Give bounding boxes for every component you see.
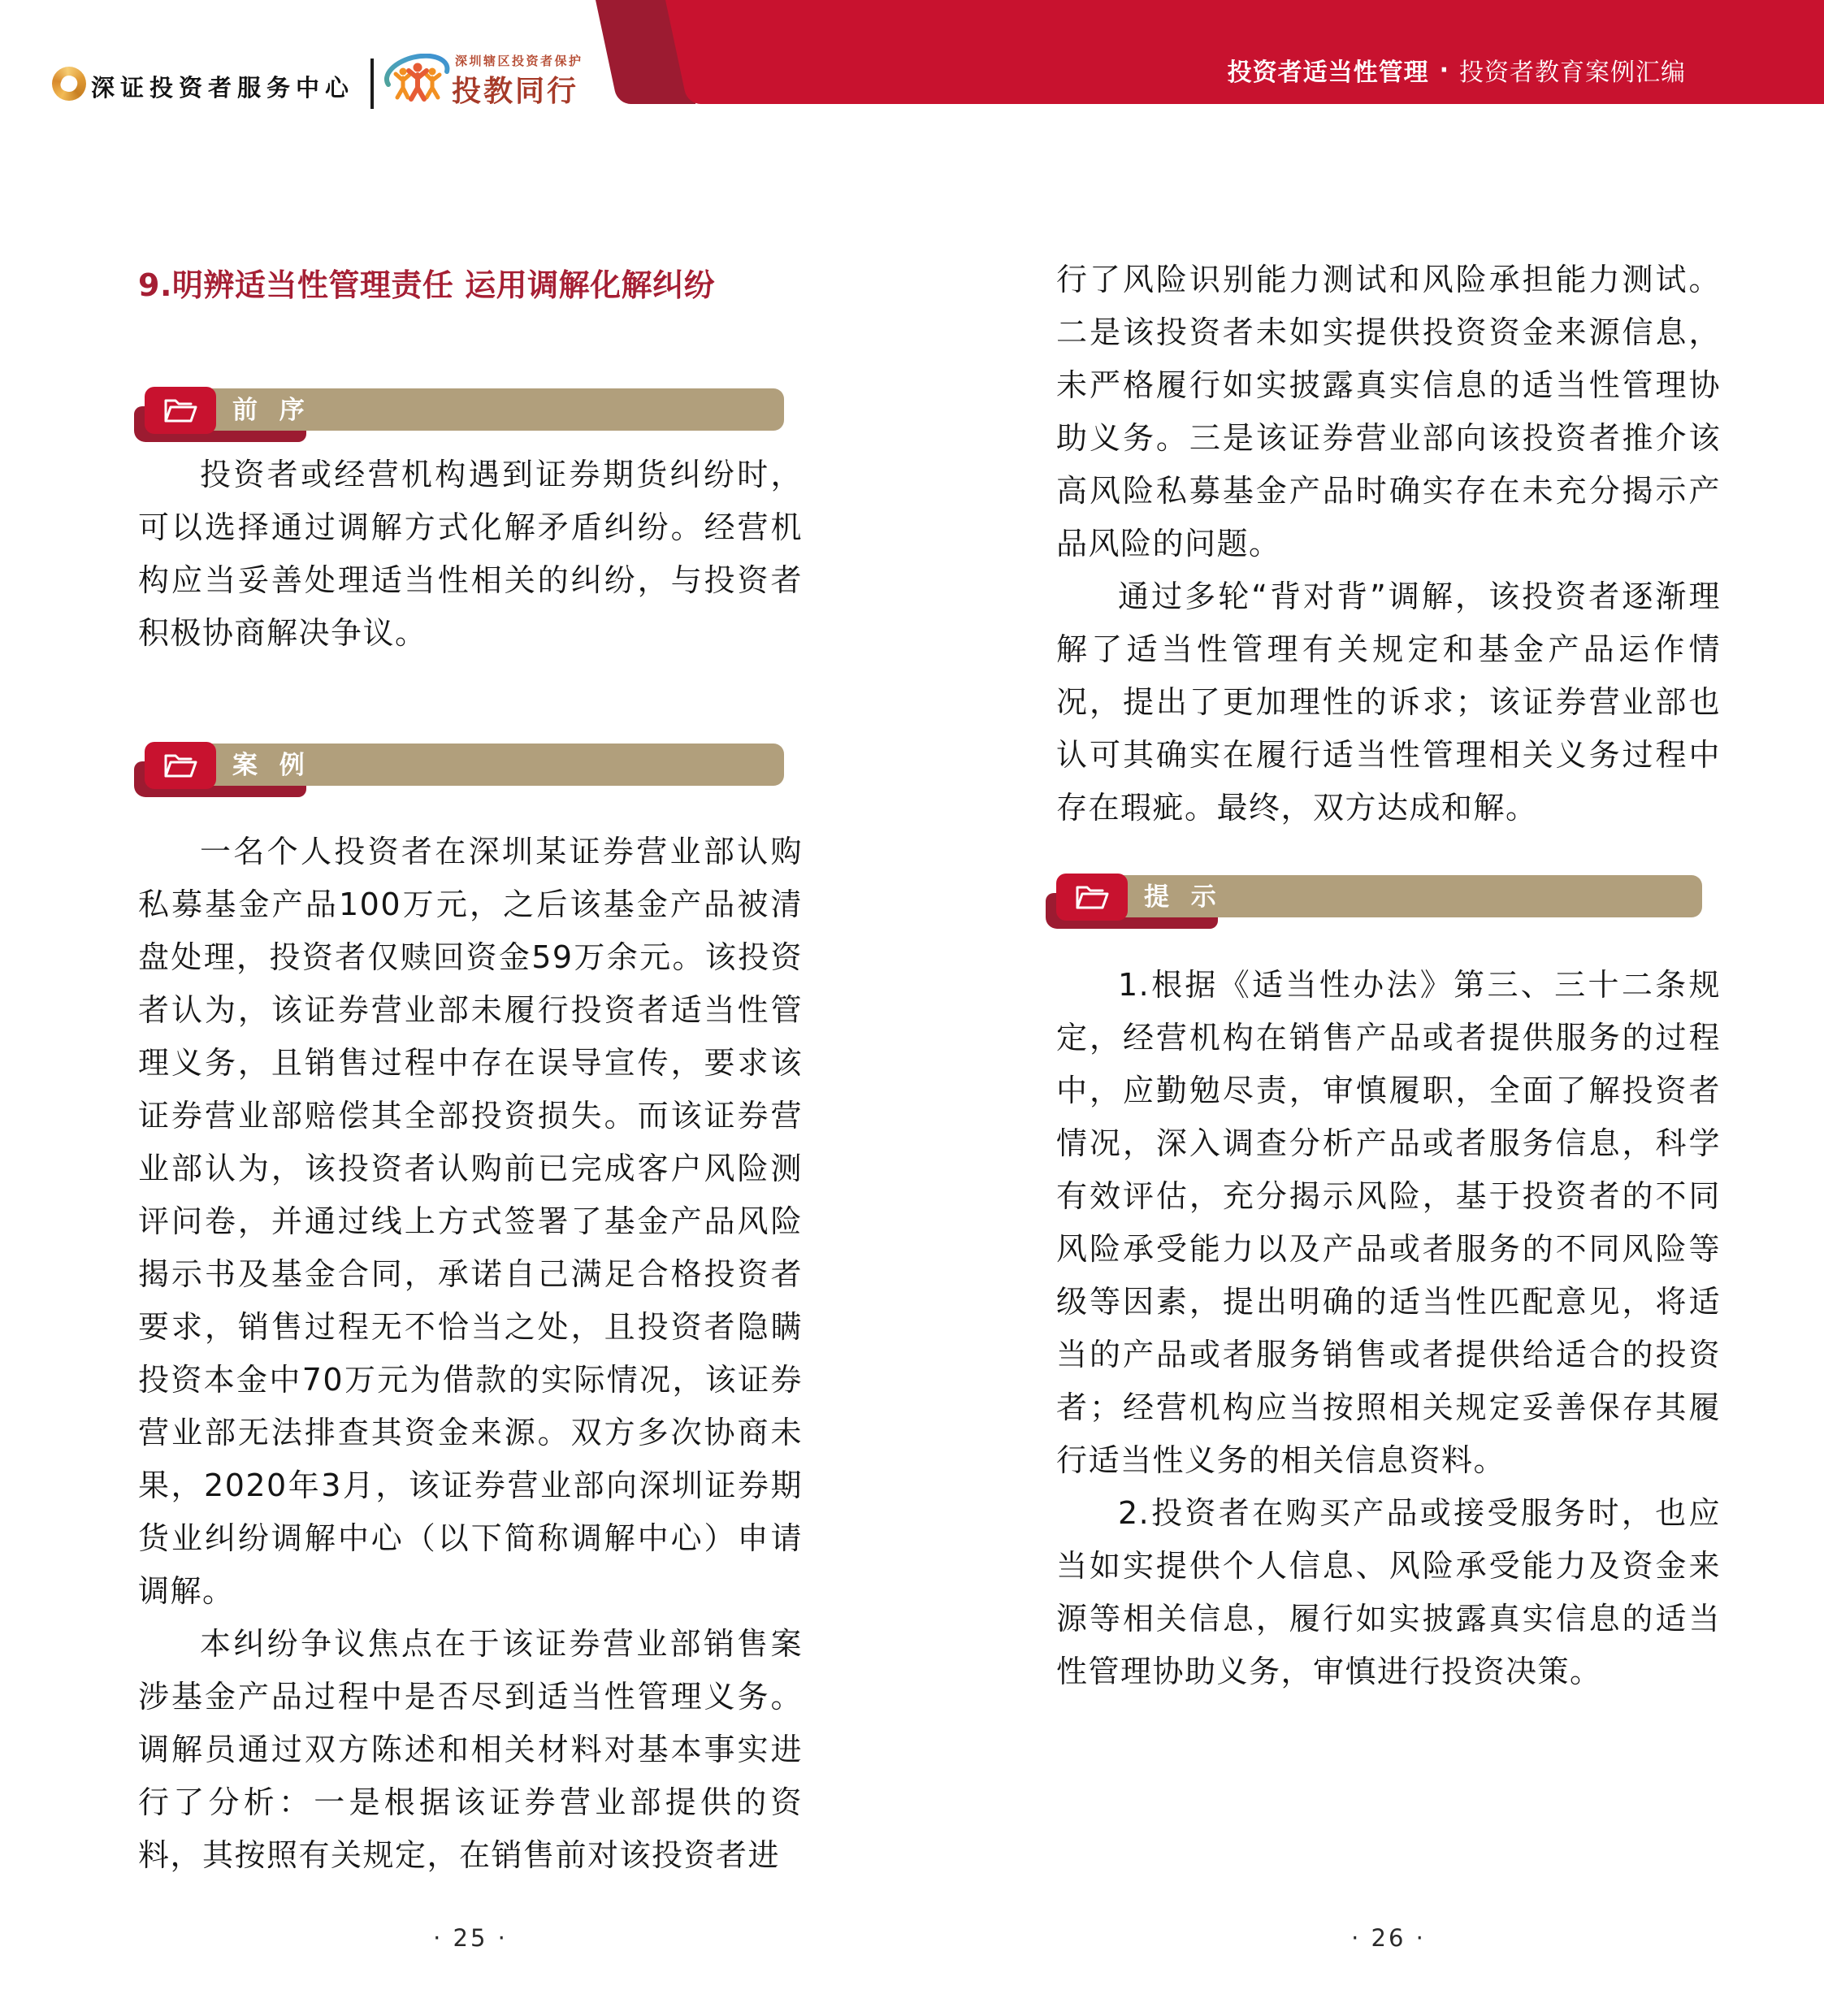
paragraph: 1.根据《适当性办法》第三、三十二条规定，经营机构在销售产品或者提供服务的过程中，应勤勉尽责，审慎履职，全面了解投资者情况，深入调查分析产品或者服务信息，科学有效评估，充分揭示风险，基于投资者的不同风险承受能力以及产品或者服务的不同风险等级等因素，提出明确的适当性匹配意见，将适当的产品或者服务销售或者提供给适合的投资者；经营机构应当按照相关规定妥善保存其履行适当性义务的相关信息资料。 [1056, 967, 1721, 1478]
section-label-tips: 提 示 [1144, 882, 1223, 912]
section-label-preface: 前 序 [232, 396, 311, 425]
folder-icon [1073, 883, 1111, 911]
banner-title-rest: 投资者教育案例汇编 [1459, 59, 1686, 87]
case-text-continued [1056, 254, 1721, 835]
banner-title-separator: · [1439, 55, 1449, 85]
header-banner [596, 0, 1824, 104]
paragraph: 本纠纷争议焦点在于该证券营业部销售案涉基金产品过程中是否尽到适当性管理义务。调解员通过双方陈述和相关材料对基本事实进行了分析：一是根据该证券营业部提供的资料，其按照有关规定，在销售前对该投资者进 [138, 1626, 803, 1873]
banner-title [1228, 0, 1686, 104]
section-header-tips [1056, 874, 1702, 939]
article-title: 9.明辨适当性管理责任 运用调解化解纠纷 [138, 267, 716, 303]
page-number-left: · 25 · [433, 1924, 508, 1952]
section-header-badge [1056, 874, 1128, 921]
section-header-case [145, 742, 784, 807]
szse-ring-logo-icon [52, 67, 86, 101]
section-header-preface [145, 387, 784, 452]
page-number-right: · 26 · [1351, 1924, 1426, 1952]
investor-education-figures-icon [382, 54, 453, 102]
header-divider [370, 59, 374, 109]
tips-text [1056, 959, 1721, 1698]
org-name: 深证投资者服务中心 [91, 74, 355, 102]
paragraph: 2.投资者在购买产品或接受服务时，也应当如实提供个人信息、风险承受能力及资金来源等相关信息，履行如实披露真实信息的适当性管理协助义务，审慎进行投资决策。 [1056, 1495, 1721, 1689]
banner-title-bold: 投资者适当性管理 [1227, 59, 1429, 87]
paragraph: 一名个人投资者在深圳某证券营业部认购私募基金产品100万元，之后该基金产品被清盘处理，投资者仅赎回资金59万余元。该投资者认为，该证券营业部未履行投资者适当性管理义务，且销售过程中存在误导宣传，要求该证券营业部赔偿其全部投资损失。而该证券营业部认为，该投资者认购前已完成客户风险测评问卷，并通过线上方式签署了基金产品风险揭示书及基金合同，承诺自己满足合格投资者要求，销售过程无不恰当之处，且投资者隐瞒投资本金中70万元为借款的实际情况，该证券营业部无法排查其资金来源。双方多次协商未果，2020年3月，该证券营业部向深圳证券期货业纠纷调解中心（以下简称调解中心）申请调解。 [138, 834, 803, 1609]
logo-tagline: 深圳辖区投资者保护 [455, 54, 583, 68]
section-header-badge [145, 742, 216, 789]
section-label-case: 案 例 [232, 751, 311, 780]
case-text [138, 826, 803, 1882]
folder-icon [162, 752, 199, 779]
paragraph: 投资者或经营机构遇到证券期货纠纷时，可以选择通过调解方式化解矛盾纠纷。经营机构应当妥善处理适当性相关的纠纷，与投资者积极协商解决争议。 [138, 457, 803, 651]
paragraph: 行了风险识别能力测试和风险承担能力测试。二是该投资者未如实提供投资资金来源信息，未严格履行如实披露真实信息的适当性管理协助义务。三是该证券营业部向该投资者推介该高风险私募基金产品时确实存在未充分揭示产品风险的问题。 [1056, 262, 1721, 561]
preface-text [138, 449, 803, 660]
logo-brand-name: 投教同行 [452, 75, 579, 108]
folder-icon [162, 397, 199, 424]
section-header-badge [145, 387, 216, 434]
paragraph: 通过多轮“背对背”调解，该投资者逐渐理解了适当性管理有关规定和基金产品运作情况，提出了更加理性的诉求；该证券营业部也认可其确实在履行适当性管理相关义务过程中存在瑕疵。最终，双方达成和解。 [1056, 579, 1721, 826]
